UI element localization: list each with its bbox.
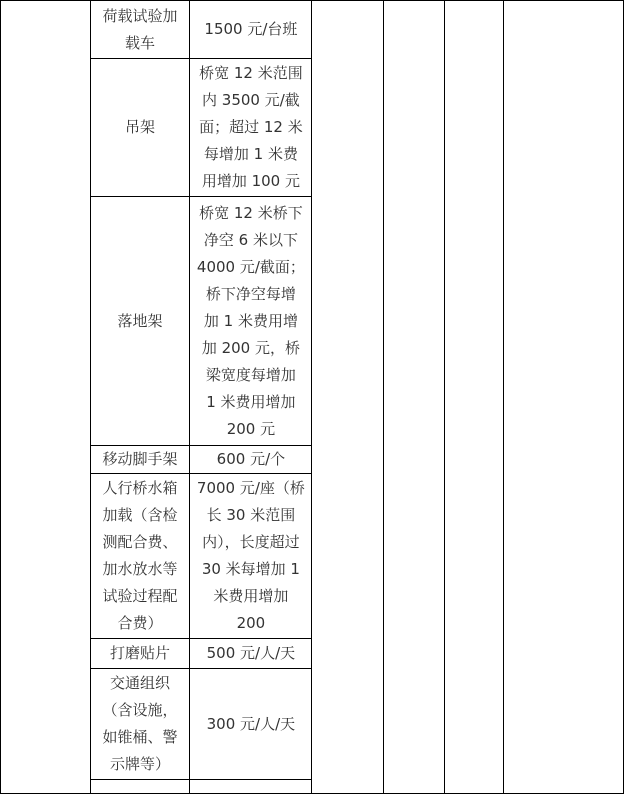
price-line: 1 米费用增加 [206,392,296,411]
item-line: 加水放水等 [102,560,178,578]
price-line: 加 1 米费用增 [203,311,298,330]
price-line: 每增加 1 米费 [203,145,298,163]
item-line: 示牌等） [109,755,170,773]
price-line: 500 元/人/天 [206,644,296,662]
price-cell [190,59,312,197]
item-cell [90,197,190,446]
item-line: 测配合费、 [102,533,178,551]
price-cell [190,1,312,59]
item-line: 交通组织 [109,674,170,692]
price-line: 30 米每增加 1 [201,560,300,578]
item-line: 如锥桶、警 [102,728,178,746]
price-line: 1500 元/台班 [204,20,298,38]
empty-cell [503,1,623,794]
price-line: 净空 6 米以下 [203,230,298,249]
price-line: 200 元 [226,419,276,438]
price-line: 200 [236,614,266,632]
item-cell [90,669,190,780]
price-line: 米费用增加 [213,587,289,605]
empty-cell [90,780,190,794]
item-line: （含设施， [102,701,178,719]
price-line: 加 200 元，桥 [201,338,300,357]
price-line: 桥宽 12 米范围 [199,64,303,82]
item-line: 移动脚手架 [102,450,178,468]
price-cell [190,197,312,446]
price-line: 桥下净空每增 [205,284,296,303]
item-line: 荷载试验加 [102,6,178,25]
price-line: 梁宽度每增加 [205,365,296,384]
item-cell [90,446,190,474]
item-line: 试验过程配 [102,587,178,605]
price-line: 桥宽 12 米桥下 [199,203,303,222]
empty-cell [444,1,503,794]
item-line: 人行桥水箱 [102,479,178,497]
item-line: 打磨贴片 [109,644,170,662]
price-line: 7000 元/座（桥 [196,479,305,497]
price-line: 600 元/个 [216,450,286,468]
item-line: 合费） [117,614,163,632]
price-line: 面；超过 12 米 [199,118,303,136]
table-row [1,1,624,59]
empty-cell [312,1,383,794]
item-cell [90,639,190,669]
empty-cell [383,1,444,794]
item-cell [90,59,190,197]
item-line: 载车 [124,33,155,52]
price-cell [190,669,312,780]
merged-left-cell [1,1,91,794]
price-line: 4000 元/截面； [196,257,305,276]
empty-cell [190,780,312,794]
item-cell [90,474,190,639]
price-line: 长 30 米范围 [206,506,296,524]
item-line: 落地架 [117,311,163,330]
item-line: 加载（含检 [102,506,178,524]
price-cell [190,446,312,474]
price-cell [190,474,312,639]
item-cell [90,1,190,59]
price-line: 300 元/人/天 [206,714,296,733]
item-line: 吊架 [124,118,155,136]
price-line: 内 3500 元/截 [202,91,300,109]
price-line: 用增加 100 元 [201,172,300,190]
price-line: 内），长度超过 [202,533,300,551]
price-cell [190,639,312,669]
